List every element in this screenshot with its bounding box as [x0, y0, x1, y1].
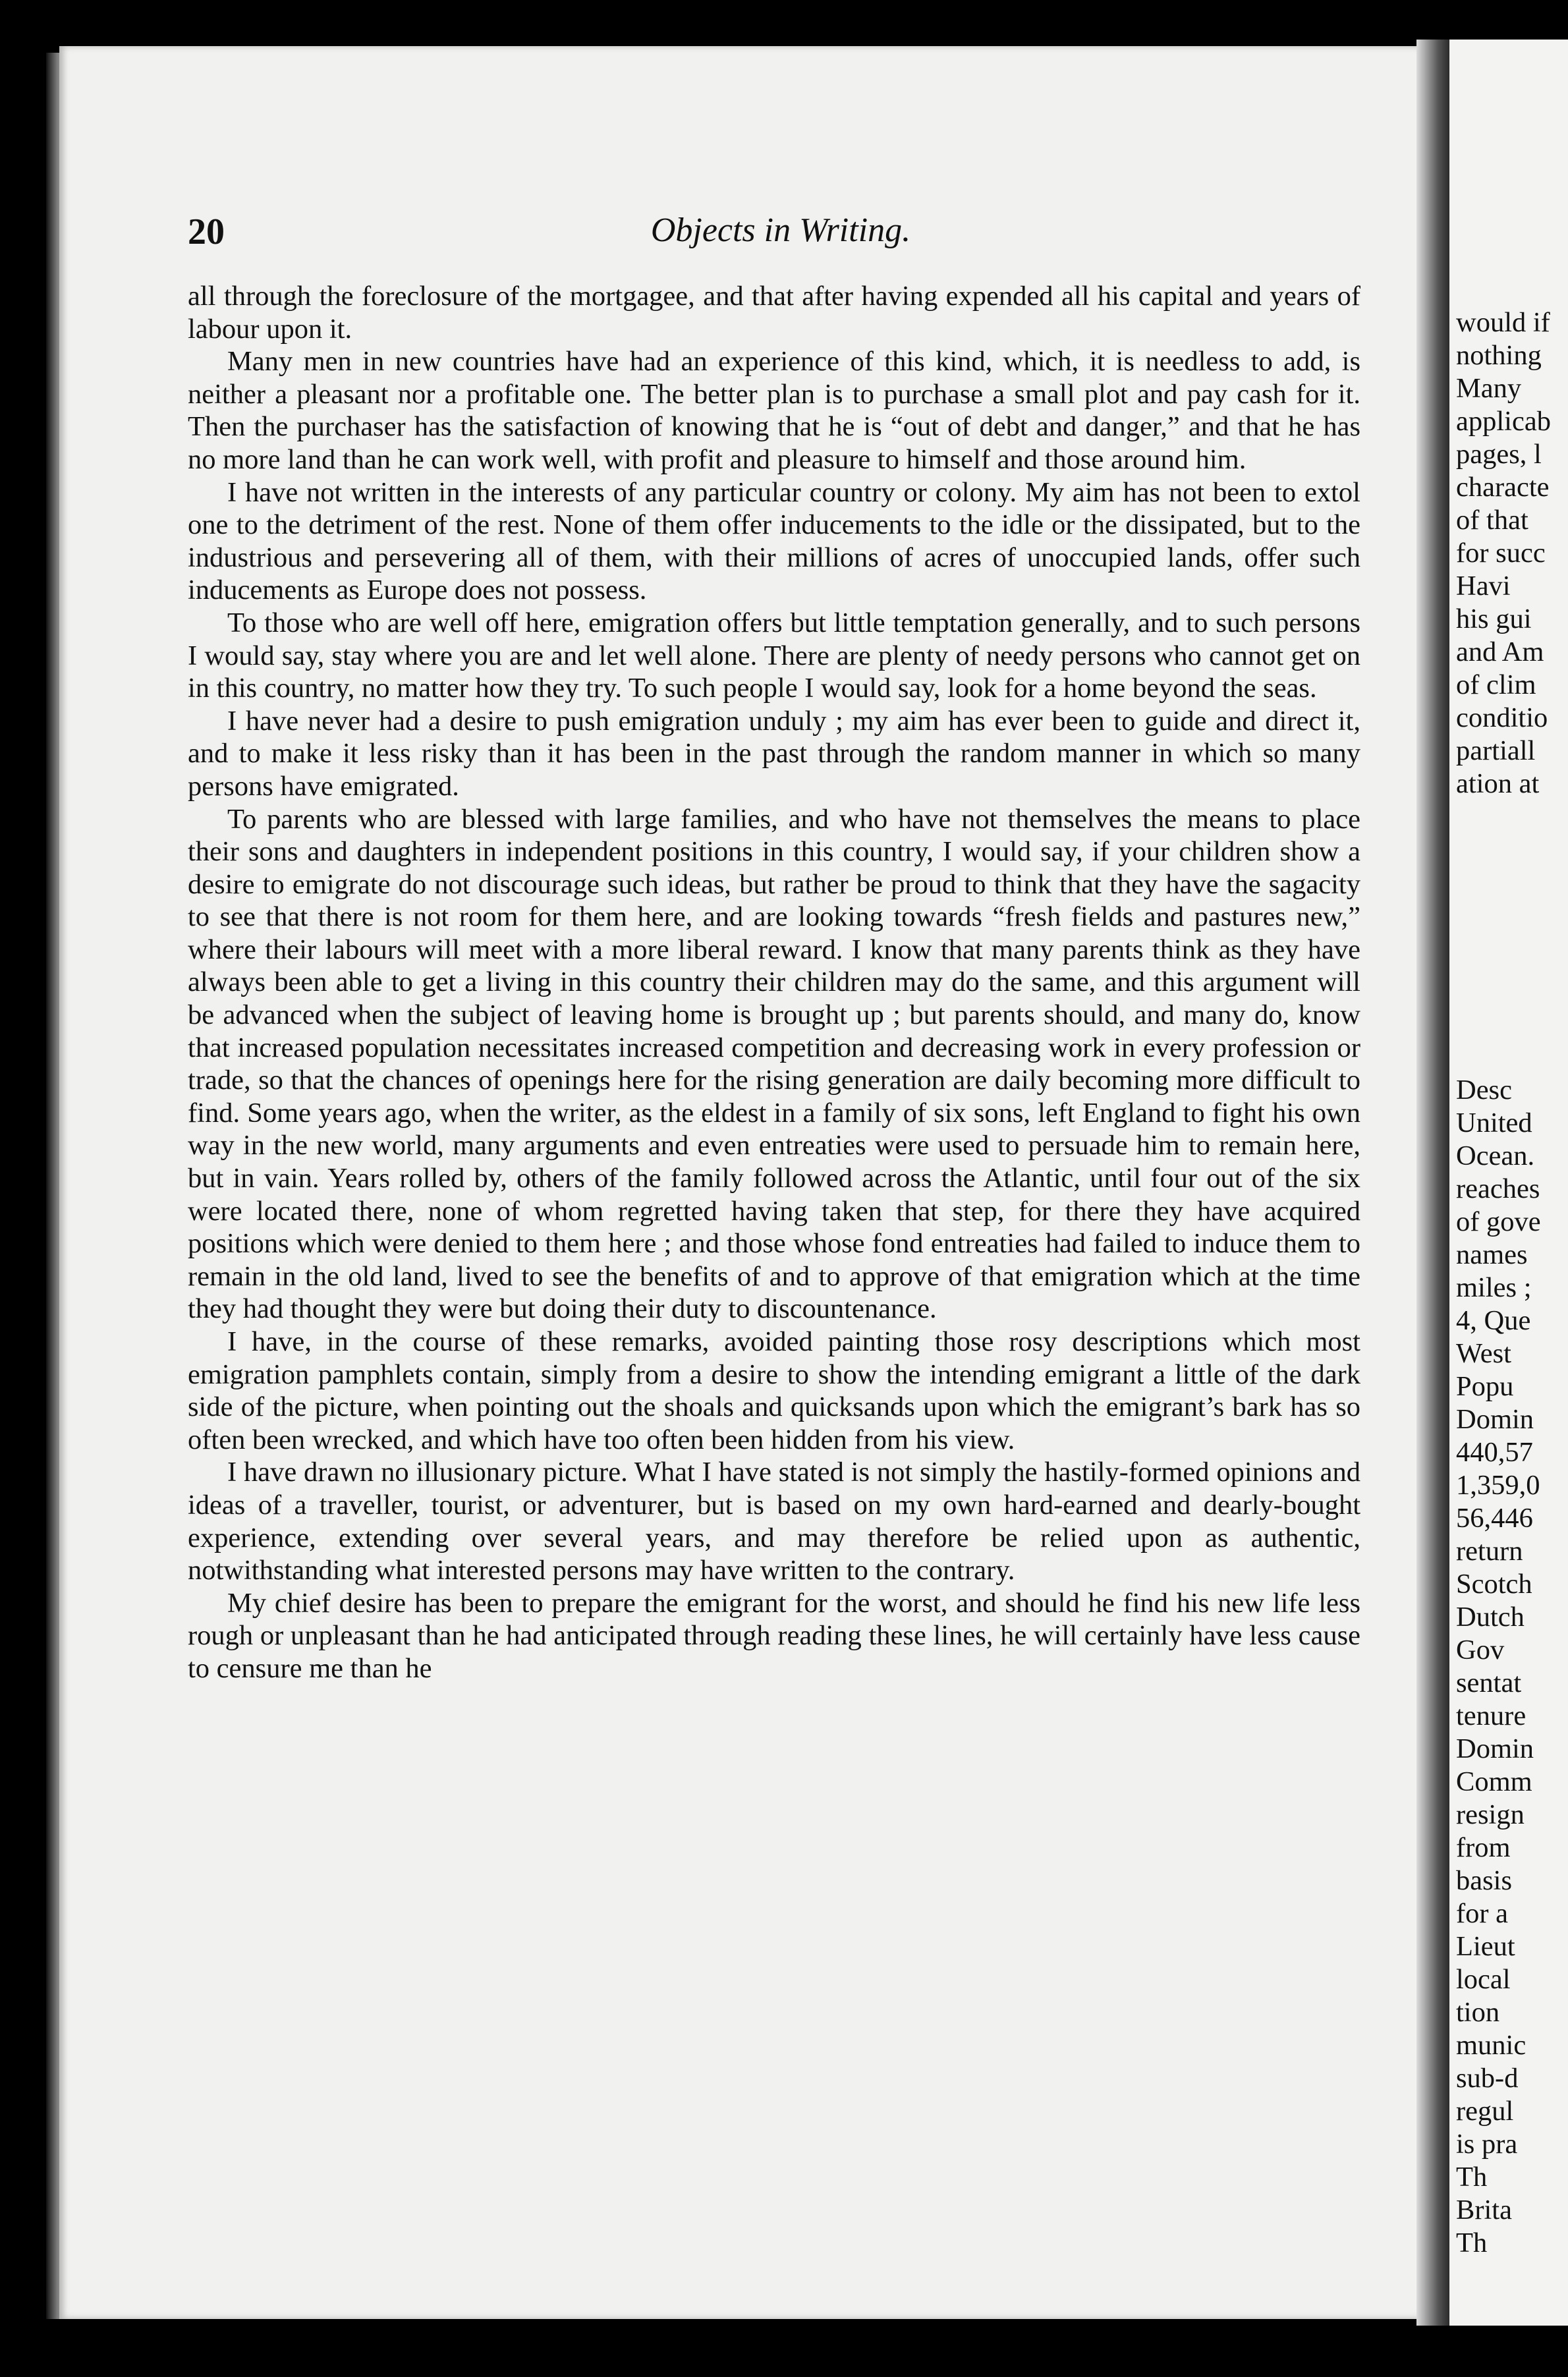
- right-page-line: Scotch: [1456, 1569, 1532, 1600]
- right-page-line: United: [1456, 1107, 1532, 1138]
- paragraph: Many men in new countries have had an experience of this kind, which, it is needless to add, is neither a pleasant nor a profitable one. The better plan is to purchase a small plot and pay cash for it. Then the purchaser has the satisfaction of knowing that he is “out of debt and danger,” and that he has no more land than he can work well, with profit and pleasure to himself and those around him.: [188, 346, 1360, 475]
- right-page-line: his gui: [1456, 603, 1532, 634]
- right-page-line: applicab: [1456, 406, 1551, 437]
- right-page-line: Dutch: [1456, 1602, 1525, 1633]
- right-page-line: of clim: [1456, 669, 1536, 700]
- right-page-line: 4, Que: [1456, 1305, 1531, 1336]
- right-page-gap: [1456, 800, 1568, 1074]
- right-page-line: Havi: [1456, 571, 1511, 601]
- right-page-text: [1456, 306, 1568, 2260]
- page-header: [188, 211, 1374, 270]
- paragraph: To parents who are blessed with large families, and who have not themselves the means to place their sons and daughters in independent positions in this country, I would say, if your children show a desire to emigrate do not discourage such ideas, but rather be proud to think that they have the sagacity to see that there is not room for them here, and are looking towards “fresh fields and pastures new,” where their labours will meet with a more liberal reward. I know that many parents think as they have always been able to get a living in this country their children may do the same, and this argument will be advanced when the subject of leaving home is brought up ; but parents should, and many do, know that increased population necessitates increased competition and decreasing work in every profession or trade, so that the chances of openings here for the rising generation are daily becoming more difficult to find. Some years ago, when the writer, as the eldest in a family of six sons, left England to fight his own way in the new world, many arguments and even entreaties were used to persuade him to remain here, but in vain. Years rolled by, others of the family followed across the Atlantic, until four out of the six were located there, none of whom regretted having taken that step, for there they have acquired positions which were denied to them here ; and those whose fond entreaties had failed to induce them to remain in the old land, lived to see the benefits of and to approve of that emigration which at the time they had thought they were but doing their duty to discountenance.: [188, 803, 1360, 1325]
- right-page-line: nothing: [1456, 340, 1542, 371]
- right-page-line: Gov: [1456, 1635, 1505, 1665]
- paragraph: I have drawn no illusionary picture. What I have stated is not simply the hastily-formed opinions and ideas of a traveller, tourist, or adventurer, but is based on my own hard-earned and dearly-bought experience, extending over several years, and may therefore be relied upon as authentic, notwithstanding what interested persons may have written to the contrary.: [188, 1457, 1360, 1586]
- right-page-line: names: [1456, 1239, 1528, 1270]
- right-page-line: local: [1456, 1964, 1511, 1995]
- right-page-line: resign: [1456, 1799, 1525, 1830]
- right-page-line: characte: [1456, 472, 1550, 503]
- right-page-line: would if: [1456, 307, 1550, 338]
- right-page-line: tion: [1456, 1997, 1500, 2028]
- body-text: [188, 280, 1360, 1685]
- right-page-line: West: [1456, 1338, 1511, 1369]
- right-page: [1449, 40, 1568, 2326]
- paragraph: I have, in the course of these remarks, avoided painting those rosy descriptions which most emigration pamphlets contain, simply from a desire to show the intending emigrant a little of the dark side of the picture, when pointing out the shoals and quicksands upon which the emigrant’s bark has so often been wrecked, and which have too often been hidden from his view.: [188, 1326, 1360, 1455]
- right-page-line: Domin: [1456, 1733, 1534, 1764]
- right-page-line: sub-d: [1456, 2063, 1519, 2094]
- right-page-line: for a: [1456, 1898, 1509, 1929]
- running-head: Objects in Writing.: [650, 211, 911, 249]
- right-page-line: Brita: [1456, 2195, 1512, 2225]
- right-page-line: conditio: [1456, 702, 1548, 733]
- right-page-line: Many: [1456, 373, 1522, 404]
- right-page-line: miles ;: [1456, 1272, 1532, 1303]
- right-page-line: 56,446: [1456, 1503, 1533, 1534]
- right-page-line: Th: [1456, 2227, 1488, 2258]
- right-page-line: Comm: [1456, 1766, 1532, 1797]
- right-page-line: from: [1456, 1832, 1511, 1863]
- right-page-line: ation at: [1456, 768, 1540, 799]
- right-page-line: 1,359,0: [1456, 1470, 1540, 1501]
- right-page-line: sentat: [1456, 1667, 1522, 1698]
- right-page-line: Desc: [1456, 1075, 1512, 1105]
- right-page-line: Ocean.: [1456, 1140, 1535, 1171]
- paragraph: I have never had a desire to push emigration unduly ; my aim has ever been to guide and direct it, and to make it less risky than it has been in the past through the random manner in which so many persons have emigrated.: [188, 705, 1360, 802]
- right-page-line: of gove: [1456, 1206, 1541, 1237]
- right-page-line: pages, l: [1456, 439, 1542, 470]
- paragraph: To those who are well off here, emigration offers but little temptation generally, and to such persons I would say, stay where you are and let well alone. There are plenty of needy persons who cannot get on in this country, no matter how they try. To such people I would say, look for a home beyond the seas.: [188, 607, 1360, 704]
- right-page-line: Domin: [1456, 1404, 1534, 1435]
- paragraph: all through the foreclosure of the mortgagee, and that after having expended all his capital and years of labour upon it.: [188, 281, 1360, 345]
- right-page-line: 440,57: [1456, 1437, 1533, 1468]
- page-number: 20: [188, 211, 225, 252]
- right-page-line: reaches: [1456, 1173, 1540, 1204]
- right-page-line: is pra: [1456, 2129, 1518, 2160]
- paragraph: I have not written in the interests of any particular country or colony. My aim has not been to extol one to the detriment of the rest. None of them offer inducements to the idle or the dissipated, but to the industrious and persevering all of them, with their millions of acres of unoccupied lands, offer such inducements as Europe does not possess.: [188, 476, 1360, 606]
- right-page-line: partiall: [1456, 735, 1536, 766]
- right-page-line: munic: [1456, 2030, 1526, 2061]
- right-page-line: for succ: [1456, 538, 1546, 569]
- right-page-line: and Am: [1456, 636, 1544, 667]
- right-page-line: Popu: [1456, 1371, 1514, 1402]
- right-page-line: of that: [1456, 505, 1528, 536]
- right-page-line: Th: [1456, 2162, 1488, 2193]
- right-page-line: tenure: [1456, 1700, 1526, 1731]
- right-page-line: basis: [1456, 1865, 1512, 1896]
- right-page-line: return: [1456, 1536, 1523, 1567]
- right-page-line: regul: [1456, 2096, 1514, 2127]
- right-page-line: Lieut: [1456, 1931, 1515, 1962]
- paragraph: My chief desire has been to prepare the emigrant for the worst, and should he find his new life less rough or unpleasant than he had anticipated through reading these lines, he will certainly have less cause to censure me than he: [188, 1587, 1360, 1684]
